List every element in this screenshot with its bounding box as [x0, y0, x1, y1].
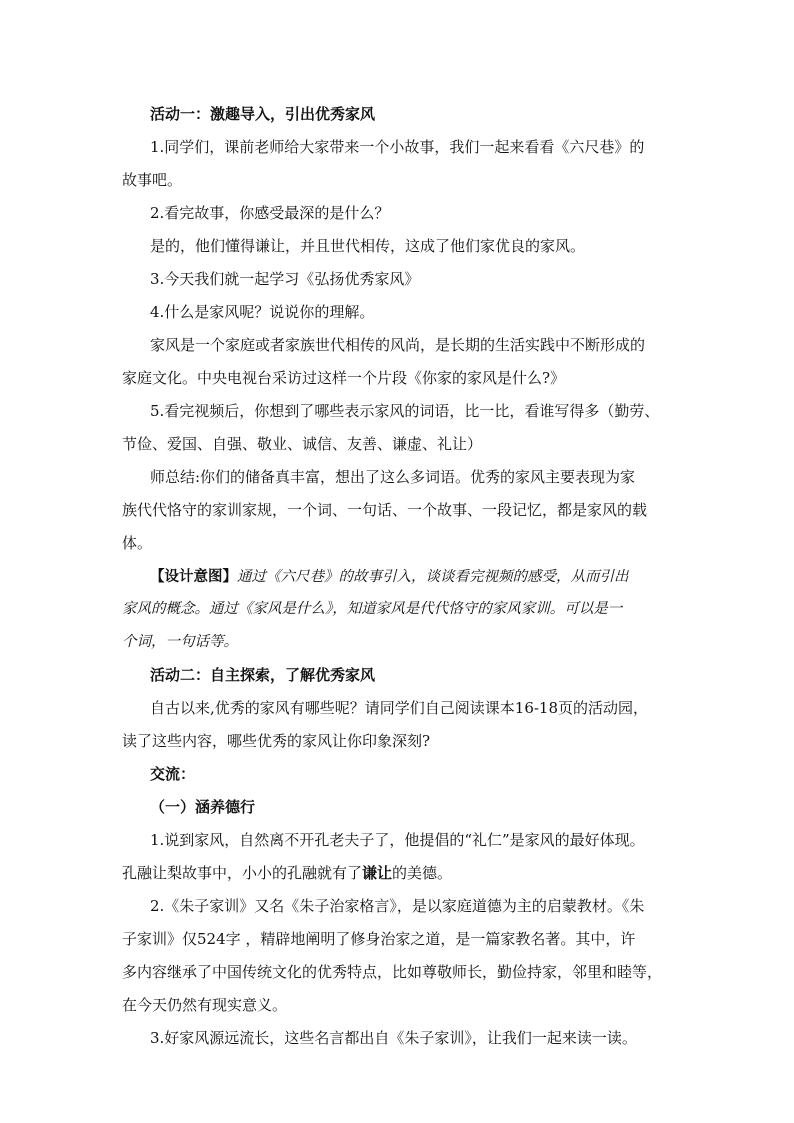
text-span: 孔融让梨故事中，小小的孔融就有了 — [122, 864, 363, 882]
subsection-heading: （一）涵养德行 — [150, 798, 256, 816]
paragraph-line: 家庭文化。中央电视台采访过这样一个片段《你家的家风是什么?》 — [122, 369, 566, 387]
paragraph-line: 3.今天我们就一起学习《弘扬优秀家风》 — [150, 270, 420, 288]
paragraph-line: 子家训》仅524字 ，精辟地阐明了修身治家之道，是一篇家教名著。其中，许 — [122, 930, 636, 948]
paragraph-line: 故事吧。 — [122, 171, 183, 189]
text-span: 的美德。 — [392, 864, 453, 882]
design-intent-line — [122, 560, 682, 593]
paragraph-line: 4.什么是家风呢？说说你的理解。 — [150, 303, 375, 321]
paragraph-line: 在今天仍然有现实意义。 — [122, 996, 288, 1014]
paragraph-line: 2.看完故事，你感受最深的是什么？ — [150, 204, 390, 222]
paragraph-line: 家风是一个家庭或者家族世代相传的风尚，是长期的生活实践中不断形成的 — [150, 336, 646, 354]
paragraph-line: 1.同学们，课前老师给大家带来一个小故事，我们一起来看看《六尺巷》的 — [150, 138, 645, 156]
document-content — [122, 98, 682, 1055]
paragraph-line: 师总结:你们的储备真丰富，想出了这么多词语。优秀的家风主要表现为家 — [150, 468, 636, 486]
emphasis-text: 谦让 — [362, 864, 393, 882]
paragraph-line: 读了这些内容，哪些优秀的家风让你印象深刻? — [122, 732, 431, 750]
paragraph-line: 1.说到家风，自然离不开孔老夫子了，他提倡的“礼仁”是家风的最好体现。 — [150, 831, 645, 849]
exchange-heading: 交流： — [150, 765, 196, 783]
design-intent-text: 通过《六尺巷》的故事引入，谈谈看完视频的感受，从而引出 — [237, 569, 629, 585]
paragraph-line — [122, 857, 682, 890]
paragraph-line: 3.好家风源远流长，这些名言都出自《朱子家训》，让我们一起来读一读。 — [150, 1029, 637, 1047]
activity1-heading: 活动一：激趣导入，引出优秀家风 — [150, 105, 376, 123]
design-intent-line: 家风的概念。通过《家风是什么》，知道家风是代代恪守的家风家训。可以是一 — [122, 601, 623, 617]
paragraph-line: 多内容继承了中国传统文化的优秀特点，比如尊敬师长，勤俭持家，邻里和睦等， — [122, 963, 663, 981]
paragraph-line: 自古以来,优秀的家风有哪些呢？请同学们自己阅读课本16-18页的活动园， — [150, 699, 649, 717]
activity2-heading: 活动二：自主探索，了解优秀家风 — [150, 666, 376, 684]
paragraph-line: 是的，他们懂得谦让，并且世代相传，这成了他们家优良的家风。 — [150, 237, 586, 255]
paragraph-line: 2.《朱子家训》又名《朱子治家格言》，是以家庭道德为主的启蒙教材。《朱 — [150, 897, 645, 915]
paragraph-line: 族代代恪守的家训家规，一个词、一句话、一个故事、一段记忆，都是家风的载 — [122, 501, 648, 519]
design-intent-tag: 【设计意图】 — [150, 568, 237, 585]
paragraph-line: 节俭、爱国、自强、敬业、诚信、友善、谦虚、礼让） — [122, 435, 483, 453]
paragraph-line: 体。 — [122, 534, 153, 552]
paragraph-line: 5.看完视频后，你想到了哪些表示家风的词语，比一比，看谁写得多（勤劳、 — [150, 402, 660, 420]
design-intent-line: 个词，一句话等。 — [122, 634, 238, 650]
